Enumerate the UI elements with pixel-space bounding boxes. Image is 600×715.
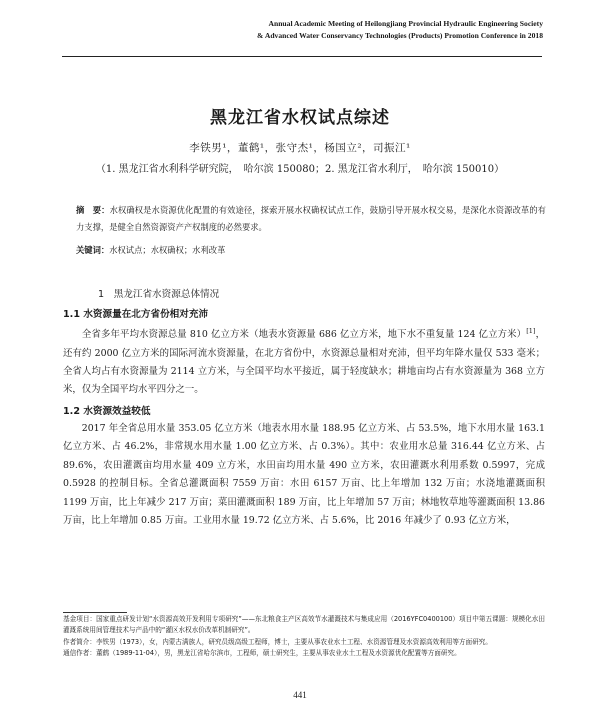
author-list: 李铁男¹，董鹤¹，张守杰¹，杨国立²，司振江¹ xyxy=(189,142,411,154)
keywords-label: 关键词： xyxy=(76,245,110,255)
paragraph-1-2 xyxy=(63,420,545,530)
conference-header-line2: & Advanced Water Conservancy Technologies (Products) Promotion Conference in 2018 xyxy=(257,31,543,40)
paragraph-1-2-text: 2017 年全省总用水量 353.05 亿立方米（地表水用水量 188.95 亿立方米、占 53.5%，地下水用水量 163.1 亿立方米、占 46.2%，非常规水用水量 1.00 亿立方米、占 0.3%）。其中：农业用水总量 316.44 亿立方米、占 89.6%，农田灌溉亩均用水量 409 立方米，水田亩均用水量 490 立方米，农田灌溉水利用系数 0.5997，完成 0.5928 的控制目标。全省总灌溉面积 7559 万亩：水田 6157 万亩、比上年增加 132 万亩；水浇地灌溉面积 1199 万亩，比上年减少 217 万亩；菜田灌溉面积 189 万亩，比上年增加 57 万亩；林地牧草地等灌溉面积 13.86 万亩，比上年增加 0.85 万亩。工业用水量 19.72 亿立方米、占 5.6%，比 2016 年减少了 0.93 亿立方米， xyxy=(63,423,545,527)
footnote-contact: 通信作者：董鹤（1989-11-04），男，黑龙江省哈尔滨市，工程师，硕士研究生，主要从事农业水土工程及水资源优化配置等方面研究。 xyxy=(63,648,461,657)
conference-header xyxy=(225,18,543,42)
footnotes xyxy=(63,614,545,659)
paragraph-1-1 xyxy=(63,322,545,400)
footnote-rule xyxy=(63,612,127,613)
footnote-author-bio: 作者简介：李铁男（1973），女，内蒙古满族人，研究员级高级工程师，博士，主要从事农业水土工程、水资源管理及水资源高效利用等方面研究。 xyxy=(63,637,492,646)
paragraph-1-1-part-b: ，还有约 2000 亿立方米的国际河流水资源量，在北方省份中，水资源总量相对充沛，但平均年降水量仅 533 毫米；全省人均占有水资源量为 2114 立方米，与全国平均水平接近，属于轻度缺水；耕地亩均占有水资源量为 368 立方米，仅为全国平均水平四分之一。 xyxy=(63,329,545,396)
abstract-text: 水权确权是水资源优化配置的有效途径，探索开展水权确权试点工作，鼓励引导开展水权交易，是深化水资源改革的有力支撑，是健全自然资源资产产权制度的必然要求。 xyxy=(76,205,546,232)
paragraph-1-1-part-a: 全省多年平均水资源总量 810 亿立方米（地表水资源量 686 亿立方米，地下水不重复量 124 亿立方米） xyxy=(81,329,527,341)
page-number: 441 xyxy=(293,690,307,700)
article-title: 黑龙江省水权试点综述 xyxy=(210,108,390,128)
conference-header-line1: Annual Academic Meeting of Heilongjiang Provincial Hydraulic Engineering Society xyxy=(268,19,543,28)
section-1-1-heading: 1.1 水资源量在北方省份相对充沛 xyxy=(63,309,209,320)
abstract-label: 摘 要： xyxy=(76,205,110,215)
section-1-heading: 1 黑龙江省水资源总体情况 xyxy=(98,289,220,300)
affiliations: （1. 黑龙江省水利科学研究院， 哈尔滨 150080；2. 黑龙江省水利厅， 哈尔滨 150010） xyxy=(95,164,505,175)
keywords-text: 水权试点；水权确权；水利改革 xyxy=(109,245,226,255)
section-1-2-heading: 1.2 水资源效益较低 xyxy=(63,406,151,417)
header-rule xyxy=(62,56,542,57)
footnote-funding: 基金项目：国家重点研发计划“水资源高效开发利用专项研究”——东北粮食主产区高效节水灌溉技术与集成应用（2016YFC0400100）项目中第五课题：规模化水田灌溉系统用间管理技术与产品中的“灌区水权水价改革机制研究”。 xyxy=(63,615,545,635)
abstract xyxy=(76,202,546,236)
keywords xyxy=(76,243,546,257)
citation-ref: [1] xyxy=(526,327,536,335)
